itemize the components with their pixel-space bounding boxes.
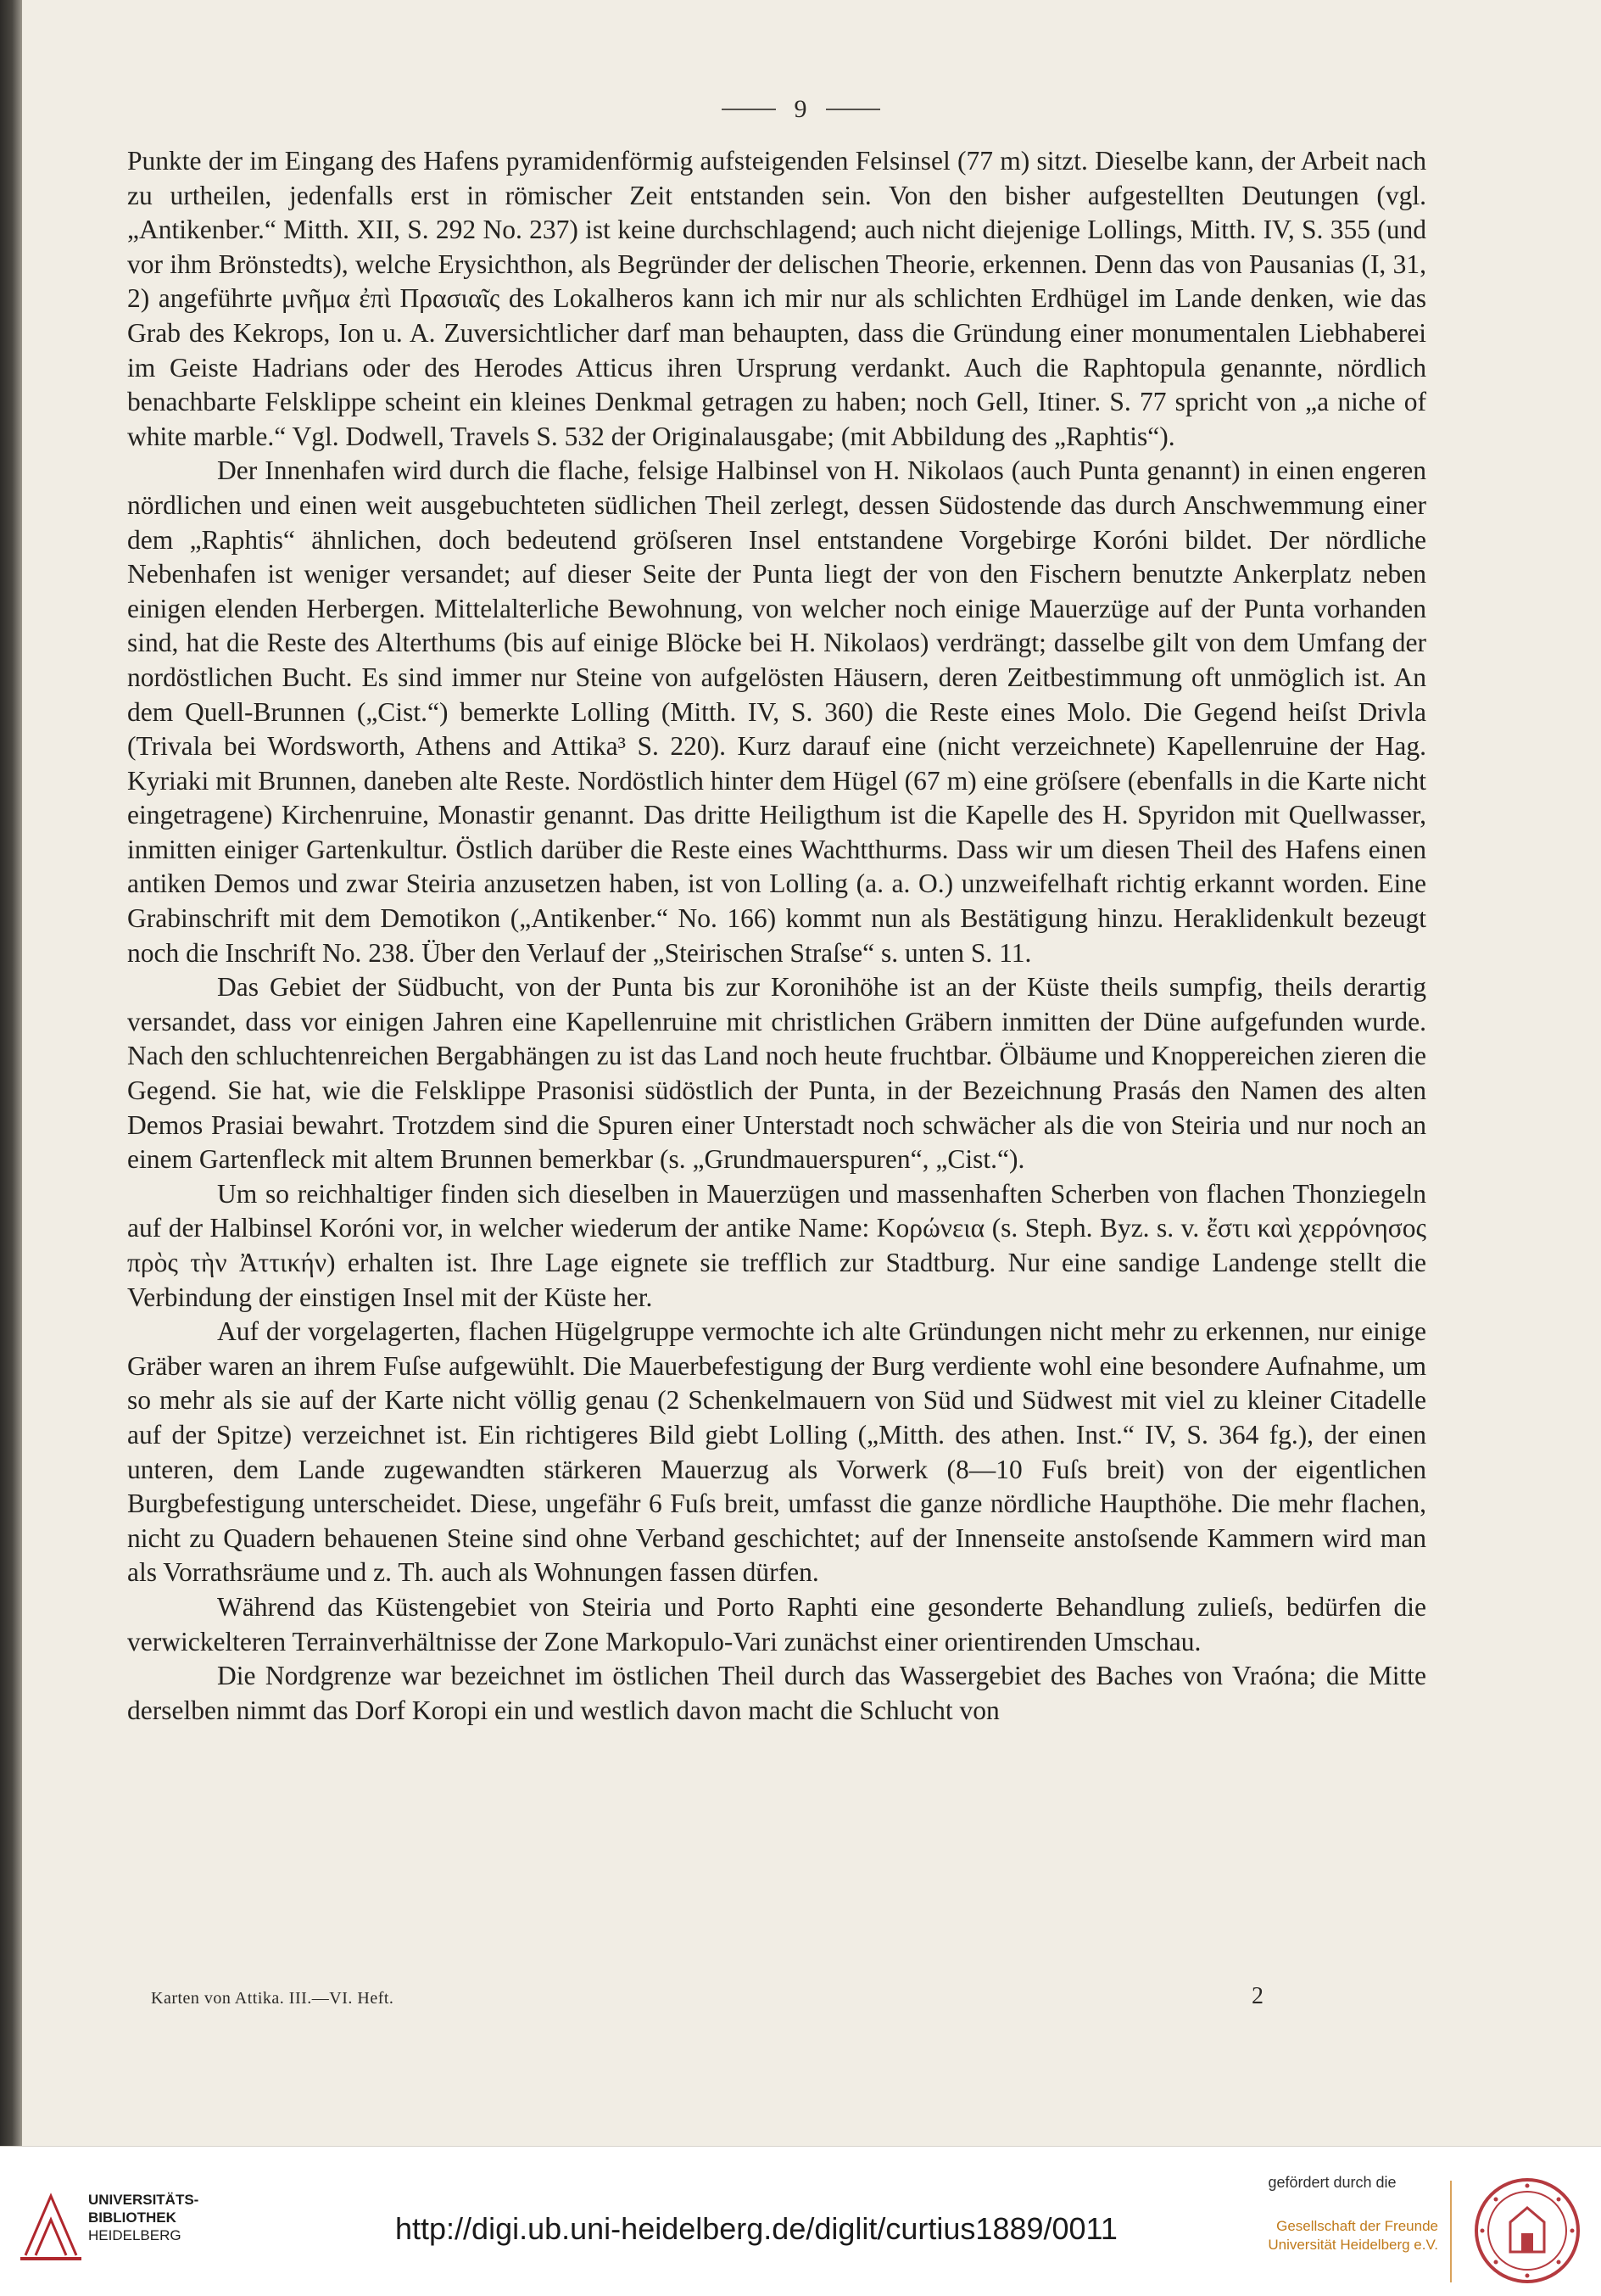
header-rule-right <box>826 109 880 110</box>
funded-by-label: gefördert durch die <box>1268 2174 1397 2191</box>
library-line-3: HEIDELBERG <box>88 2227 181 2243</box>
paragraph-3: Das Gebiet der Südbucht, von der Punta bis zur Koronihöhe ist an der Küste theils sumpfig, theils derartig versandet, dass vor einigen Jahren eine Kapellenruine mit christlichen Gräbern inmitten der Düne aufgefunden wurde. Nach den schluchtenreichen Bergabhängen zu ist das Land noch heute fruchtbar. Ölbäume und Knoppereichen zieren die Gegend. Sie hat, wie die Felsklippe Prasonisi südöstlich der Punta, in der Bezeichnung Prasás den Namen des alten Demos Prasiai bewahrt. Trotzdem sind die Spuren einer Unterstadt noch schwächer als die von Steiria und nur noch an einem Gartenfleck mit altem Brunnen bemerkbar (s. „Grundmauerspuren“, „Cist.“). <box>127 972 1426 1175</box>
page-footer <box>151 1983 1264 2010</box>
funding-note <box>1226 2174 1438 2254</box>
society-line-2: Universität Heidelberg e.V. <box>1268 2237 1438 2253</box>
society-line-1: Gesellschaft der Freunde <box>1276 2218 1438 2234</box>
footer-source: Karten von Attika. III.—VI. Heft. <box>151 1989 394 2008</box>
society-name[interactable] <box>1226 2217 1438 2254</box>
permalink-url[interactable]: http://digi.ub.uni-heidelberg.de/diglit/curtius1889/0011 <box>395 2211 1118 2246</box>
paragraph-5: Auf der vorgelagerten, flachen Hügelgruppe vermochte ich alte Gründungen nicht mehr zu erkennen, nur einige Gräber waren an ihrem Fuſse aufgewühlt. Die Mauerbefestigung der Burg verdiente wohl eine besondere Aufnahme, um so mehr als sie auf der Karte nicht völlig genau (2 Schenkelmauern von Süd und Südwest mit viel zu kleiner Citadelle auf der Spitze) verzeichnet ist. Ein richtigeres Bild giebt Lolling („Mitth. des athen. Inst.“ IV, S. 364 fg.), der einen unteren, dem Lande zugewandten stärkeren Mauerzug als Vorwerk (8—10 Fuſs breit) von der eigentlichen Burgbefestigung unterscheidet. Diese, ungefähr 6 Fuſs breit, umfasst die ganze nördliche Haupthöhe. Die mehr flachen, nicht zu Quadern behauenen Steine sind ohne Verband geschichtet; auf der Innenseite anstoſsende Kammern wird man als Vorrathsräume und z. Th. auch als Wohnungen fassen dürfen. <box>127 1316 1426 1588</box>
library-line-1: UNIVERSITÄTS- <box>88 2192 199 2208</box>
page-header <box>0 95 1601 124</box>
body-text <box>127 144 1426 1728</box>
university-seal-icon[interactable] <box>1472 2176 1582 2286</box>
header-rule-left <box>722 109 776 110</box>
paragraph-1: Punkte der im Eingang des Hafens pyramidenförmig aufsteigenden Felsinsel (77 m) sitzt. Dieselbe kann, der Arbeit nach zu urtheilen, jedenfalls erst in römischer Zeit entstanden sein. Von den bisher aufgestellten Deutungen (vgl. „Antikenber.“ Mitth. XII, S. 292 No. 237) ist keine durchschlagend; auch nicht diejenige Lollings, Mitth. IV, S. 355 (und vor ihm Brönstedts), welche Erysichthon, als Begründer der delischen Theorie, erkennen. Denn das von Pausanias (I, 31, 2) angeführte μνῆμα ἐπὶ Πρασιαῖς des Lokalheros kann ich mir nur als schlichten Erdhügel im Lande denken, wie das Grab des Kekrops, Ion u. A. Zuversichtlicher darf man behaupten, dass die Gründung einer monumentalen Liebhaberei im Geiste Hadrians oder des Herodes Atticus ihren Ursprung verdankt. Auch die Raphtopula genannte, nördlich benachbarte Felsklippe scheint ein kleines Denkmal getragen zu haben; noch Gell, Itiner. S. 77 spricht von „a niche of white marble.“ Vgl. Dodwell, Travels S. 532 der Originalausgabe; (mit Abbildung des „Raphtis“). <box>127 146 1426 451</box>
funding-divider <box>1450 2181 1452 2282</box>
library-name[interactable] <box>88 2191 198 2244</box>
digitization-banner <box>0 2146 1601 2296</box>
library-line-2: BIBLIOTHEK <box>88 2209 176 2226</box>
paragraph-6: Während das Küstengebiet von Steiria und Porto Raphti eine gesonderte Behandlung zulieſs, bedürfen die verwickelteren Terrainverhältnisse der Zone Markopulo-Vari zunächst einer orientirenden Umschau. <box>127 1591 1426 1656</box>
paragraph-4: Um so reichhaltiger finden sich dieselben in Mauerzügen und massenhaften Scherben von flachen Thonziegeln auf der Halbinsel Koróni vor, in welcher wiederum der antike Name: Κορώνεια (s. Steph. Byz. s. v. ἔστι καὶ χερρόνησος πρὸς τὴν Ἀττικήν) erhalten ist. Ihre Lage eignete sie trefflich zur Stadtburg. Nur eine sandige Landenge stellt die Verbindung der einstigen Insel mit der Küste her. <box>127 1178 1426 1312</box>
paragraph-7: Die Nordgrenze war bezeichnet im östlichen Theil durch das Wassergebiet des Baches von Vraóna; die Mitte derselben nimmt das Dorf Koropi ein und westlich davon macht die Schlucht von <box>127 1661 1426 1725</box>
footer-signature: 2 <box>1252 1983 1264 2009</box>
paragraph-2: Der Innenhafen wird durch die flache, felsige Halbinsel von H. Nikolaos (auch Punta genannt) in einen engeren nördlichen und einen weit ausgebuchteten südlichen Theil zerlegt, dessen Südostende das durch Anschwemmung einer dem „Raphtis“ ähnlichen, doch bedeutend gröſseren Insel entstandene Vorgebirge Koróni bildet. Der nördliche Nebenhafen ist weniger versandet; auf dieser Seite der Punta liegt der von den Fischern benutzte Ankerplatz neben einigen elenden Herbergen. Mittelalterliche Bewohnung, von welcher noch einige Mauerzüge auf der Punta vorhanden sind, hat die Reste des Alterthums (bis auf einige Blöcke bei H. Nikolaos) verdrängt; dasselbe gilt von dem Umfang der nordöstlichen Bucht. Es sind immer nur Steine von aufgelösten Häusern, deren Zeitbestimmung oft unmöglich ist. An dem Quell-Brunnen („Cist.“) bemerkte Lolling (Mitth. IV, S. 360) die Reste eines Molo. Die Gegend heiſst Drivla (Trivala bei Wordsworth, Athens and Attika³ S. 220). Kurz darauf eine (nicht verzeichnete) Kapellenruine der Hag. Kyriaki mit Brunnen, daneben alte Reste. Nordöstlich hinter dem Hügel (67 m) eine gröſsere (ebenfalls in die Karte nicht eingetragene) Kirchenruine, Monastir genannt. Das dritte Heiligthum ist die Kapelle des H. Spyridon mit Quellwasser, inmitten einiger Gartenkultur. Östlich darüber die Reste eines Wachtthurms. Dass wir um diesen Theil des Hafens einen antiken Demos und zwar Steiria anzusetzen haben, ist von Lolling (a. a. O.) unzweifelhaft richtig erkannt worden. Eine Grabinschrift mit dem Demotikon („Antikenber.“ No. 166) kommt nun als Bestätigung hinzu. Heraklidenkult bezeugt noch die Inschrift No. 238. Über den Verlauf der „Steirischen Straſse“ s. unten S. 11. <box>127 455 1426 968</box>
page-number: 9 <box>794 95 807 123</box>
page-edge-shadow <box>0 0 22 2146</box>
